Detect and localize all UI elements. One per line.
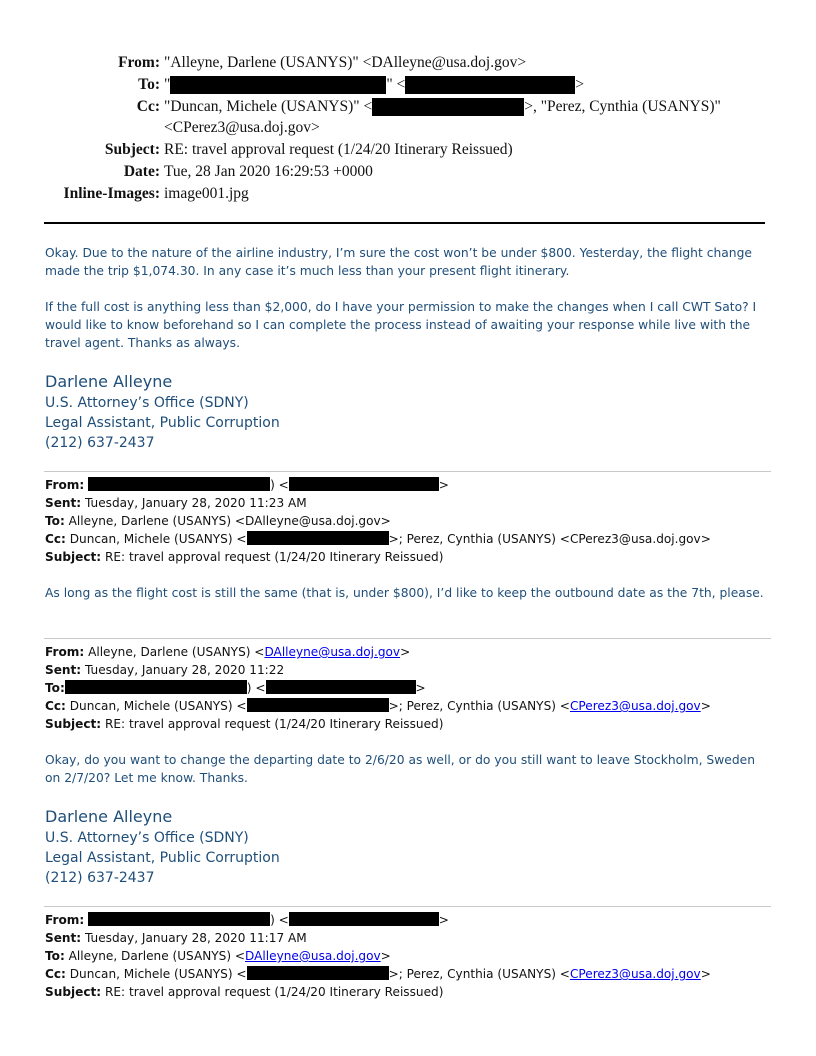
from-end: > xyxy=(438,478,449,492)
from-label: From: xyxy=(45,913,85,927)
redaction-bar xyxy=(88,912,270,926)
quoted-sent xyxy=(45,661,775,679)
to-label: To: xyxy=(45,681,65,695)
to-mid: " < xyxy=(386,76,406,93)
subject-label: Subject: xyxy=(104,141,160,158)
subject-value: RE: travel approval request (1/24/20 Itinerary Reissued) xyxy=(104,985,444,999)
email-link[interactable]: DAlleyne@usa.doj.gov xyxy=(245,949,381,963)
to-close: > xyxy=(575,76,585,93)
quoted-header xyxy=(45,476,775,566)
redaction-bar xyxy=(170,76,386,94)
email-link[interactable]: CPerez3@usa.doj.gov xyxy=(569,699,701,713)
to-end: > xyxy=(415,681,426,695)
from-end: > xyxy=(438,913,449,927)
signature-title: Legal Assistant, Public Corruption xyxy=(45,850,280,866)
to-label: To: xyxy=(138,76,160,93)
quoted-cc xyxy=(45,530,775,548)
header-to-row xyxy=(40,74,780,95)
signature-office: U.S. Attorney’s Office (SDNY) xyxy=(45,395,249,411)
to-value: Alleyne, Darlene (USANYS) <DAlleyne@usa.doj.gov> xyxy=(68,514,391,528)
signature-office: U.S. Attorney’s Office (SDNY) xyxy=(45,830,249,846)
redaction-bar xyxy=(247,698,389,712)
cc-end: > xyxy=(700,967,711,981)
subject-value: RE: travel approval request (1/24/20 Itinerary Reissued) xyxy=(104,550,444,564)
sent-label: Sent: xyxy=(45,496,82,510)
cc-duncan: Duncan, Michele (USANYS) < xyxy=(69,532,247,546)
quoted-to xyxy=(45,512,775,530)
header-from-row xyxy=(40,52,780,73)
signature-phone: (212) 637-2437 xyxy=(45,870,155,886)
from-label: From: xyxy=(118,54,160,71)
from-label: From: xyxy=(45,478,85,492)
sent-label: Sent: xyxy=(45,663,82,677)
subject-value: RE: travel approval request (1/24/20 Itinerary Reissued) xyxy=(104,717,444,731)
quoted-from xyxy=(45,911,775,929)
quoted-sent xyxy=(45,929,775,947)
inline-images-value: image001.jpg xyxy=(164,185,249,202)
quote-separator xyxy=(44,906,771,907)
to-open-quote: " xyxy=(164,76,171,93)
to-label: To: xyxy=(45,514,65,528)
signature-name: Darlene Alleyne xyxy=(45,372,173,391)
quote-separator xyxy=(44,638,771,639)
cc-end: > xyxy=(700,699,711,713)
signature-title: Legal Assistant, Public Corruption xyxy=(45,415,280,431)
quoted-sent xyxy=(45,494,775,512)
message-paragraph: Okay. Due to the nature of the airline industry, I’m sure the cost won’t be under $800. Yesterday, the flight change made the trip $1,074.30. In any case it’s much less than your present flight itinerary. xyxy=(45,246,752,278)
signature-block xyxy=(45,371,280,453)
cc-perez: >, "Perez, Cynthia (USANYS)" xyxy=(524,98,721,115)
quoted-subject xyxy=(45,715,775,733)
cc-label: Cc: xyxy=(45,532,66,546)
cc-label: Cc: xyxy=(136,98,160,115)
redaction-bar xyxy=(247,966,389,980)
quoted-cc xyxy=(45,697,775,715)
quoted-header xyxy=(45,643,775,733)
message-body xyxy=(45,244,770,352)
signature-name: Darlene Alleyne xyxy=(45,807,173,826)
cc-duncan: Duncan, Michele (USANYS) < xyxy=(69,967,247,981)
email-link[interactable]: CPerez3@usa.doj.gov xyxy=(569,967,701,981)
header-date-row xyxy=(40,161,780,182)
to-mid: ) < xyxy=(246,681,266,695)
from-mid: ) < xyxy=(270,478,289,492)
message-paragraph: As long as the flight cost is still the same (that is, under $800), I’d like to keep the outbound date as the 7th, please. xyxy=(45,586,764,600)
cc-perez: >; Perez, Cynthia (USANYS) < xyxy=(388,699,570,713)
subject-label: Subject: xyxy=(45,717,102,731)
header-images-row xyxy=(40,183,780,204)
inline-images-label: Inline-Images: xyxy=(63,185,160,202)
redaction-bar xyxy=(88,477,270,491)
from-label: From: xyxy=(45,645,85,659)
message-paragraph: If the full cost is anything less than $2,000, do I have your permission to make the changes when I call CWT Sato? I would like to know beforehand so I can complete the process instead of awaiting your response while live with the travel agent. Thanks as always. xyxy=(45,300,757,350)
date-label: Date: xyxy=(123,163,160,180)
redaction-bar xyxy=(289,912,439,926)
from-value: Alleyne, Darlene (USANYS) < xyxy=(88,645,265,659)
quoted-subject xyxy=(45,983,775,1001)
to-end: > xyxy=(380,949,391,963)
from-mid: ) < xyxy=(270,913,289,927)
sent-value: Tuesday, January 28, 2020 11:22 xyxy=(85,663,285,677)
redaction-bar xyxy=(65,680,247,694)
quoted-cc xyxy=(45,965,775,983)
subject-label: Subject: xyxy=(45,550,102,564)
message-paragraph: Okay, do you want to change the departing date to 2/6/20 as well, or do you still want to leave Stockholm, Sweden on 2/7/20? Let me know. Thanks. xyxy=(45,753,756,785)
to-value: Alleyne, Darlene (USANYS) < xyxy=(68,949,246,963)
cc-label: Cc: xyxy=(45,967,66,981)
quote-separator xyxy=(44,471,771,472)
cc-perez: >; Perez, Cynthia (USANYS) <CPerez3@usa.doj.gov> xyxy=(388,532,711,546)
sent-value: Tuesday, January 28, 2020 11:17 AM xyxy=(85,931,307,945)
header-divider xyxy=(44,222,765,224)
to-value xyxy=(164,74,780,95)
redaction-bar xyxy=(289,477,439,491)
to-label: To: xyxy=(45,949,65,963)
email-link[interactable]: DAlleyne@usa.doj.gov xyxy=(264,645,401,659)
header-cc-row xyxy=(40,96,780,138)
quoted-to xyxy=(45,679,775,697)
quoted-from xyxy=(45,643,775,661)
sent-value: Tuesday, January 28, 2020 11:23 AM xyxy=(85,496,307,510)
cc-duncan: Duncan, Michele (USANYS) < xyxy=(69,699,247,713)
redaction-bar xyxy=(405,76,575,94)
message-body xyxy=(45,584,770,602)
subject-label: Subject: xyxy=(45,985,102,999)
quoted-header xyxy=(45,911,775,1001)
signature-block xyxy=(45,806,280,888)
signature-phone: (212) 637-2437 xyxy=(45,435,155,451)
sent-label: Sent: xyxy=(45,931,82,945)
quoted-from xyxy=(45,476,775,494)
header-subject-row xyxy=(40,139,780,160)
subject-value: RE: travel approval request (1/24/20 Itinerary Reissued) xyxy=(164,141,513,158)
quoted-to xyxy=(45,947,775,965)
cc-duncan: "Duncan, Michele (USANYS)" < xyxy=(164,98,373,115)
date-value: Tue, 28 Jan 2020 16:29:53 +0000 xyxy=(164,163,373,180)
quoted-subject xyxy=(45,548,775,566)
redaction-bar xyxy=(247,531,389,545)
from-value: "Alleyne, Darlene (USANYS)" <DAlleyne@usa.doj.gov> xyxy=(164,54,527,71)
from-end: > xyxy=(400,645,411,659)
redaction-bar xyxy=(266,680,416,694)
message-body xyxy=(45,751,770,787)
cc-perez: >; Perez, Cynthia (USANYS) < xyxy=(388,967,570,981)
cc-label: Cc: xyxy=(45,699,66,713)
redaction-bar xyxy=(372,98,524,116)
email-header xyxy=(40,52,780,205)
cc-perez-email: <CPerez3@usa.doj.gov> xyxy=(164,119,320,136)
cc-value xyxy=(164,96,780,138)
